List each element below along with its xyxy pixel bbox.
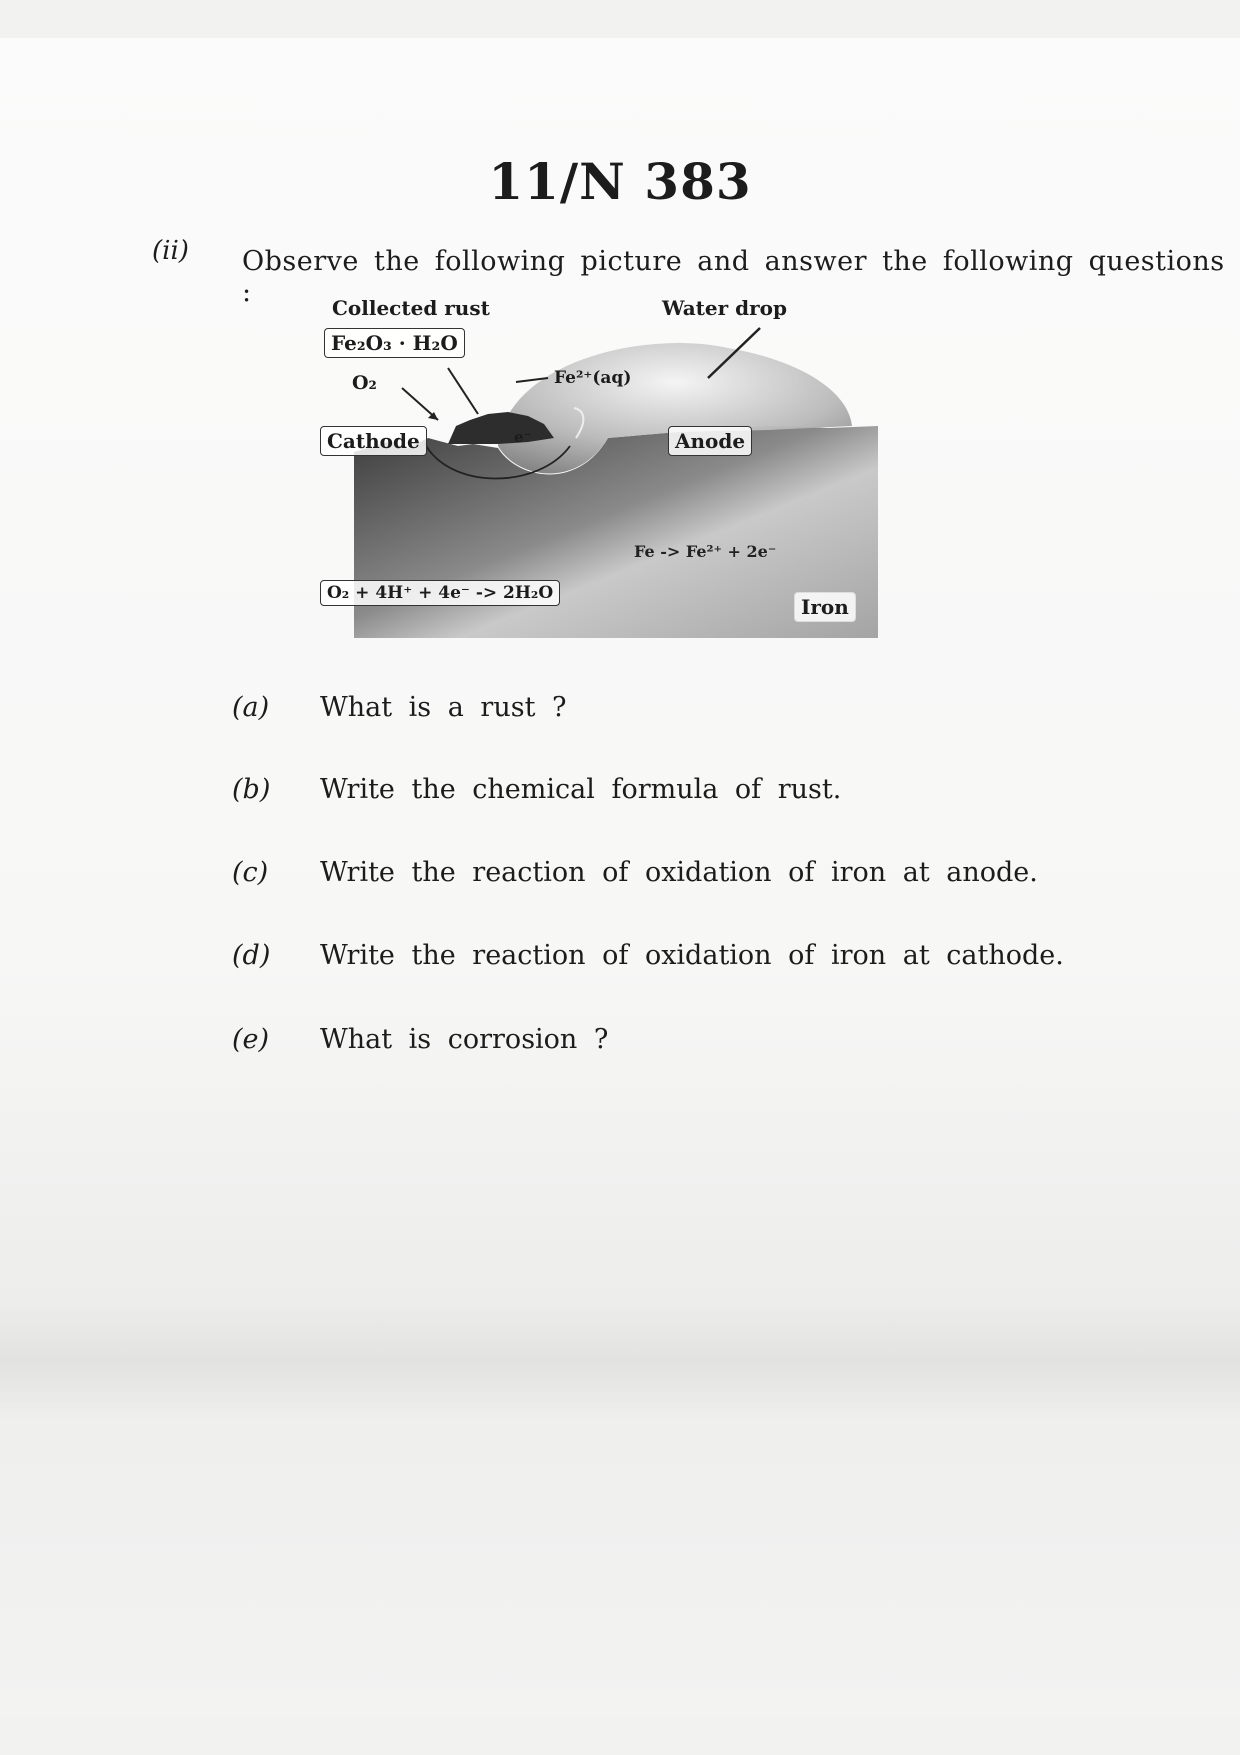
page-code: 11/N 383 bbox=[488, 152, 752, 211]
collected-rust-label: Collected rust bbox=[332, 296, 490, 320]
anode-reaction: Fe -> Fe²⁺ + 2e⁻ bbox=[634, 542, 777, 561]
subquestion-label: (a) bbox=[232, 692, 270, 723]
page-shadow bbox=[0, 1300, 1240, 1420]
electron-label: e⁻ bbox=[514, 428, 532, 446]
cathode-reaction: O₂ + 4H⁺ + 4e⁻ -> 2H₂O bbox=[320, 580, 560, 606]
question-number: (ii) bbox=[152, 236, 189, 266]
iron-label: Iron bbox=[794, 592, 856, 622]
subquestion-text: Write the chemical formula of rust. bbox=[320, 774, 842, 805]
subquestion-label: (c) bbox=[232, 857, 269, 888]
anode-label: Anode bbox=[668, 426, 752, 456]
question-instruction: Observe the following picture and answer the following questions : bbox=[242, 246, 1225, 308]
subquestion-label: (e) bbox=[232, 1024, 270, 1055]
water-drop-label: Water drop bbox=[662, 296, 787, 320]
subquestion-text: What is corrosion ? bbox=[320, 1024, 609, 1055]
subquestion-label: (d) bbox=[232, 940, 271, 971]
rusting-diagram bbox=[327, 296, 888, 642]
subquestion-text: Write the reaction of oxidation of iron at cathode. bbox=[320, 940, 1064, 971]
cathode-label: Cathode bbox=[320, 426, 427, 456]
rust-formula-box: Fe₂O₃ · H₂O bbox=[324, 328, 465, 358]
fe-ion-label: Fe²⁺(aq) bbox=[554, 368, 632, 388]
oxygen-label: O₂ bbox=[352, 372, 377, 394]
subquestion-label: (b) bbox=[232, 774, 271, 805]
subquestion-text: What is a rust ? bbox=[320, 692, 567, 723]
subquestion-text: Write the reaction of oxidation of iron at anode. bbox=[320, 857, 1038, 888]
